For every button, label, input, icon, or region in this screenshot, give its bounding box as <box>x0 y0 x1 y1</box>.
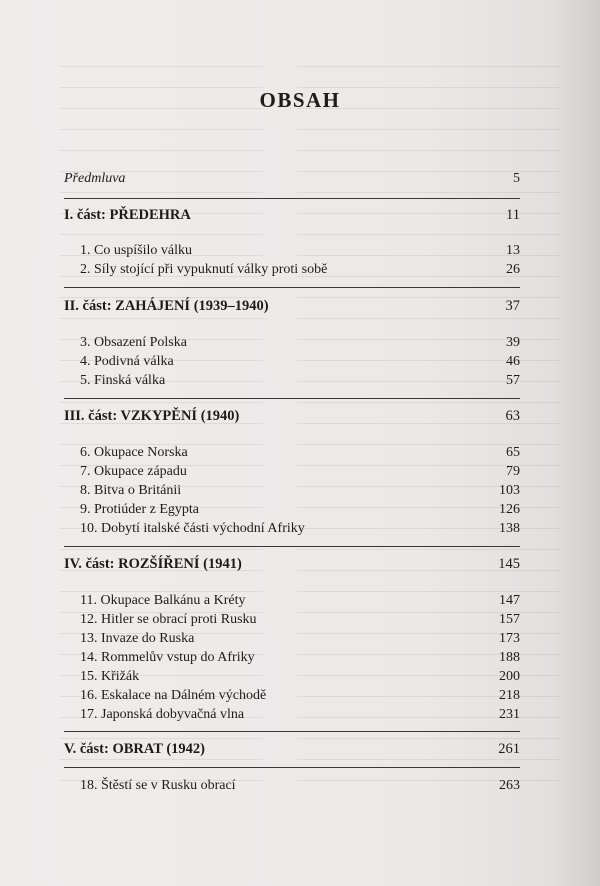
chapter-page: 200 <box>499 669 520 684</box>
chapter-page: 126 <box>499 502 520 517</box>
toc-chapter <box>80 777 520 795</box>
divider <box>64 546 520 547</box>
divider <box>64 731 520 732</box>
chapter-page: 173 <box>499 631 520 646</box>
toc-chapter <box>80 611 520 629</box>
chapter-page: 57 <box>506 373 520 388</box>
chapter-page: 231 <box>499 707 520 722</box>
toc-chapter <box>80 353 520 371</box>
toc-part-4 <box>64 555 520 573</box>
chapter-label: 10. Dobytí italské části východní Afriky <box>80 521 305 536</box>
chapter-label: 7. Okupace západu <box>80 464 187 479</box>
chapter-label: 9. Protiúder z Egypta <box>80 502 199 517</box>
toc-chapter <box>80 482 520 500</box>
chapter-label: 14. Rommelův vstup do Afriky <box>80 650 255 665</box>
chapter-page: 39 <box>506 335 520 350</box>
toc-chapter <box>80 261 520 279</box>
part-label: I. část: PŘEDEHRA <box>64 207 191 223</box>
chapter-page: 46 <box>506 354 520 369</box>
entry-page: 5 <box>513 171 520 186</box>
chapter-page: 103 <box>499 483 520 498</box>
chapter-page: 79 <box>506 464 520 479</box>
chapter-label: 17. Japonská dobyvačná vlna <box>80 707 245 722</box>
chapter-page: 138 <box>499 521 520 536</box>
chapter-label: 11. Okupace Balkánu a Kréty <box>80 593 246 608</box>
toc-chapter <box>80 463 520 481</box>
chapter-page: 147 <box>499 593 520 608</box>
toc-chapter <box>80 592 520 610</box>
chapter-page: 218 <box>499 688 520 703</box>
divider <box>64 767 520 768</box>
chapter-page: 26 <box>506 262 520 277</box>
chapter-label: 6. Okupace Norska <box>80 445 188 460</box>
part-page: 261 <box>498 741 520 757</box>
divider <box>64 198 520 199</box>
toc-part-3 <box>64 407 520 425</box>
toc-entry-preface <box>64 170 520 188</box>
part-page: 37 <box>505 298 520 314</box>
chapter-page: 188 <box>499 650 520 665</box>
entry-label: Předmluva <box>64 171 126 186</box>
part-label: V. část: OBRAT (1942) <box>64 741 205 757</box>
chapter-page: 65 <box>506 445 520 460</box>
part-label: II. část: ZAHÁJENÍ (1939–1940) <box>64 298 269 314</box>
toc-chapter <box>80 630 520 648</box>
toc-chapter <box>80 501 520 519</box>
toc-part-5 <box>64 740 520 758</box>
chapter-label: 5. Finská válka <box>80 373 166 388</box>
toc-chapter <box>80 520 520 538</box>
chapter-label: 4. Podivná válka <box>80 354 174 369</box>
toc-chapter <box>80 668 520 686</box>
chapter-label: 3. Obsazení Polska <box>80 335 187 350</box>
chapter-label: 8. Bitva o Británii <box>80 483 182 498</box>
chapter-label: 1. Co uspíšilo válku <box>80 243 193 258</box>
chapter-page: 157 <box>499 612 520 627</box>
chapter-label: 13. Invaze do Ruska <box>80 631 195 646</box>
chapter-label: 2. Síly stojící při vypuknutí války proti sobě <box>80 262 328 277</box>
toc-chapter <box>80 242 520 260</box>
toc-chapter <box>80 649 520 667</box>
chapter-page: 263 <box>499 778 520 793</box>
part-label: III. část: VZKYPĚNÍ (1940) <box>64 408 240 424</box>
toc-chapter <box>80 372 520 390</box>
chapter-label: 12. Hitler se obrací proti Rusku <box>80 612 257 627</box>
toc-part-2 <box>64 297 520 315</box>
part-page: 11 <box>506 207 520 223</box>
toc-chapter <box>80 444 520 462</box>
divider <box>64 287 520 288</box>
chapter-label: 18. Štěstí se v Rusku obrací <box>80 778 236 793</box>
toc-chapter <box>80 706 520 724</box>
part-label: IV. část: ROZŠÍŘENÍ (1941) <box>64 556 242 572</box>
part-page: 63 <box>505 408 520 424</box>
part-page: 145 <box>498 556 520 572</box>
chapter-label: 16. Eskalace na Dálném východě <box>80 688 267 703</box>
chapter-label: 15. Křižák <box>80 669 140 684</box>
divider <box>64 398 520 399</box>
toc-chapter <box>80 687 520 705</box>
chapter-page: 13 <box>506 243 520 258</box>
toc-part-1 <box>64 206 520 224</box>
page-title: OBSAH <box>259 88 341 112</box>
toc-chapter <box>80 334 520 352</box>
